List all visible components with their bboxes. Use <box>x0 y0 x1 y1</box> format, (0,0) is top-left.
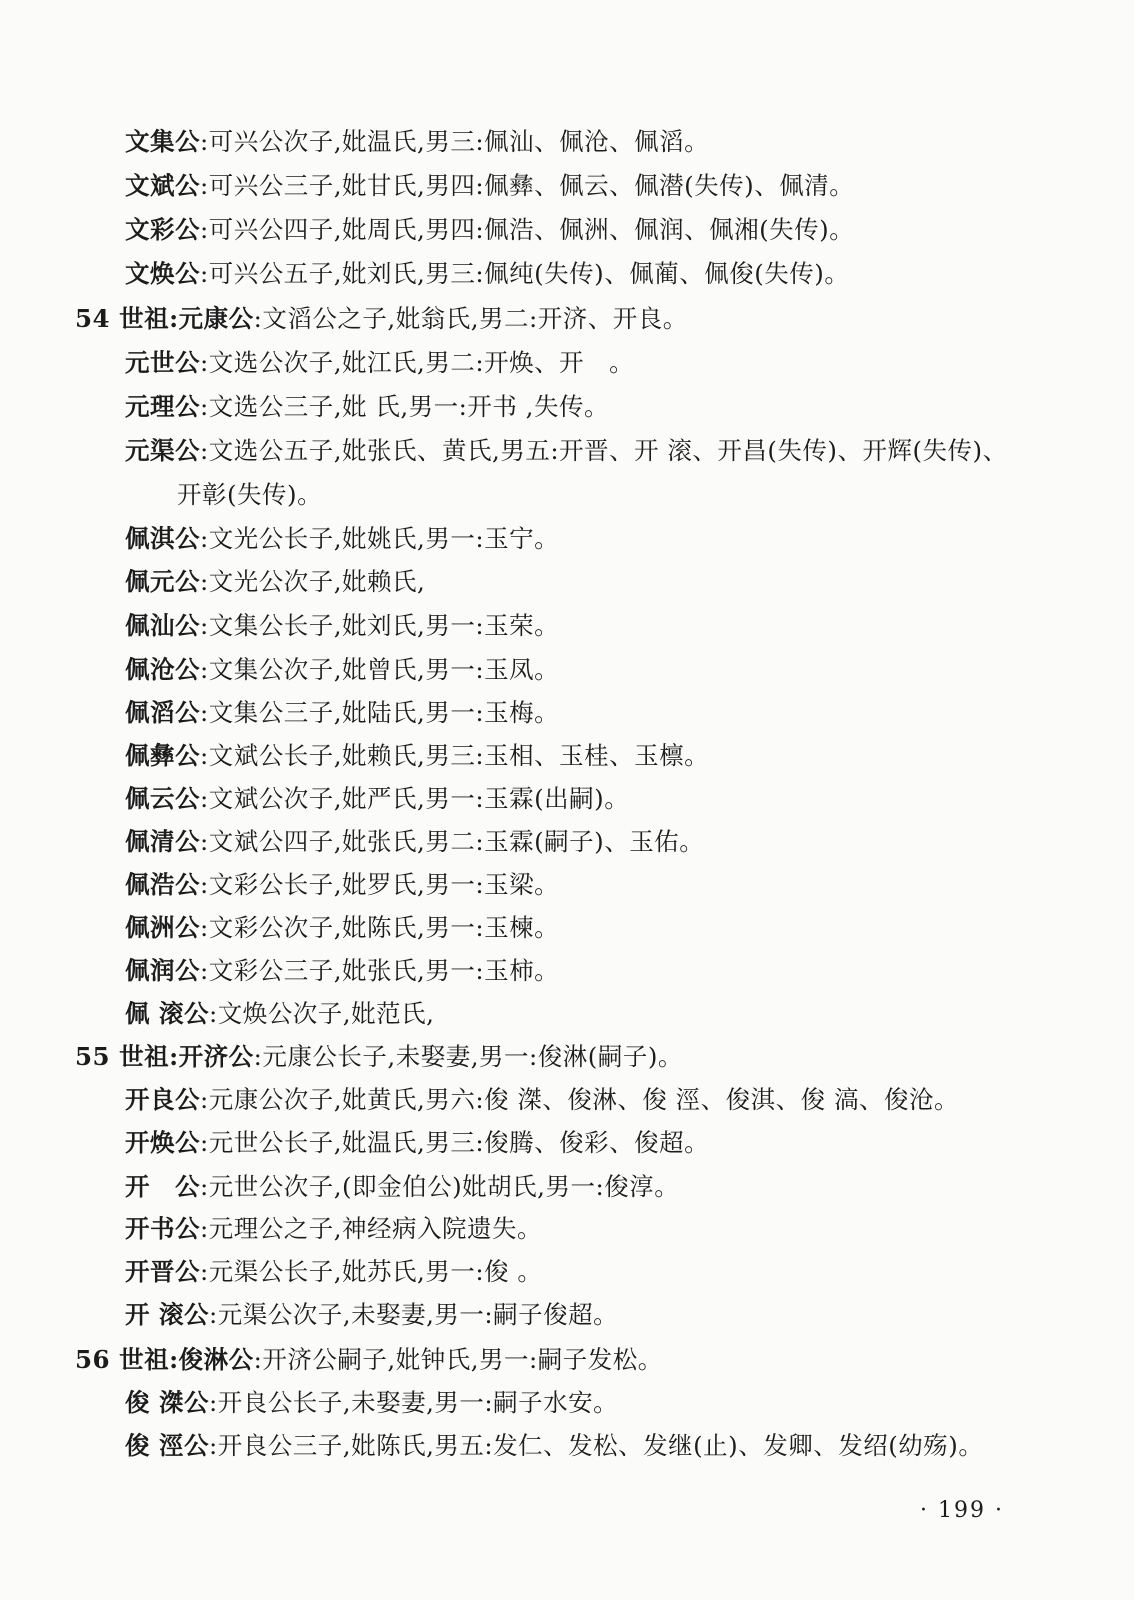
entry-text: :文彩公长子,妣罗氏,男一:玉梁。 <box>200 870 560 899</box>
entry-text: 开彰(失传)。 <box>177 480 323 509</box>
genealogy-entry <box>125 215 854 245</box>
entry-name: 佩沧公 <box>125 655 200 684</box>
entry-text: :元世公次子,(即金伯公)妣胡氏,男一:俊淳。 <box>200 1172 680 1201</box>
entry-name: 开焕公 <box>125 1128 200 1157</box>
entry-name: 佩洲公 <box>125 913 200 942</box>
entry-text: :开济公嗣子,妣钟氏,男一:嗣子发松。 <box>253 1345 663 1374</box>
entry-text: :开良公三子,妣陈氏,男五:发仁、发松、发继(止)、发卿、发绍(幼殇)。 <box>209 1431 984 1460</box>
entry-text: :文选公次子,妣江氏,男二:开焕、开 。 <box>200 348 635 377</box>
genealogy-entry <box>75 1345 663 1375</box>
genealogy-entry <box>125 1431 983 1461</box>
entry-text: :元世公长子,妣温氏,男三:俊腾、俊彩、俊超。 <box>200 1128 710 1157</box>
entry-name: 佩元公 <box>125 567 200 596</box>
genealogy-entry <box>125 827 704 857</box>
entry-text: :元渠公次子,未娶妻,男一:嗣子俊超。 <box>209 1300 619 1329</box>
entry-text: :文光公长子,妣姚氏,男一:玉宁。 <box>200 524 560 553</box>
entry-name: 元渠公 <box>125 436 200 465</box>
entry-text: :文滔公之子,妣翁氏,男二:开济、开良。 <box>253 304 688 333</box>
entry-name: 佩清公 <box>125 827 200 856</box>
entry-name: 元世公 <box>125 348 200 377</box>
entry-text: :文集公三子,妣陆氏,男一:玉梅。 <box>200 698 560 727</box>
entry-text: :元康公次子,妣黄氏,男六:俊 滐、俊淋、俊 涇、俊淇、俊 滈、俊沧。 <box>200 1085 959 1114</box>
genealogy-entry <box>125 171 854 201</box>
genealogy-entry <box>125 999 434 1029</box>
entry-name: 文集公 <box>125 127 200 156</box>
entry-name: 文斌公 <box>125 171 200 200</box>
genealogy-entry <box>125 913 559 943</box>
entry-name: 元理公 <box>125 392 200 421</box>
genealogy-entry <box>125 784 629 814</box>
entry-name: 俊 滐公 <box>125 1388 210 1417</box>
entry-text: :文斌公四子,妣张氏,男二:玉霖(嗣子)、玉佑。 <box>200 827 705 856</box>
genealogy-entry <box>125 1085 959 1115</box>
genealogy-entry <box>125 1214 542 1244</box>
genealogy-entry <box>125 956 559 986</box>
genealogy-entry <box>125 524 559 554</box>
entry-name: 文彩公 <box>125 215 200 244</box>
genealogy-entry <box>125 1172 679 1202</box>
entry-name: 佩淇公 <box>125 524 200 553</box>
entry-text: :可兴公三子,妣甘氏,男四:佩彝、佩云、佩潜(失传)、佩清。 <box>200 171 855 200</box>
entry-name: 佩汕公 <box>125 611 200 640</box>
genealogy-entry <box>125 436 1008 466</box>
entry-text: :文集公长子,妣刘氏,男一:玉荣。 <box>200 611 560 640</box>
entry-text: :文斌公次子,妣严氏,男一:玉霖(出嗣)。 <box>200 784 630 813</box>
genealogy-entry <box>125 1257 542 1287</box>
entry-text: :文选公五子,妣张氏、黄氏,男五:开晋、开 滚、开昌(失传)、开辉(失传)、 <box>200 436 1008 465</box>
entry-text: :文彩公次子,妣陈氏,男一:玉楝。 <box>200 913 560 942</box>
genealogy-entry <box>125 655 559 685</box>
entry-name: 俊 涇公 <box>125 1431 210 1460</box>
genealogy-entry <box>125 567 425 597</box>
entry-text: :文焕公次子,妣范氏, <box>209 999 435 1028</box>
entry-text: :元渠公长子,妣苏氏,男一:俊 。 <box>200 1257 543 1286</box>
entry-text: :文选公三子,妣 氏,男一:开书 ,失传。 <box>200 392 609 421</box>
genealogy-entry <box>125 1128 709 1158</box>
genealogy-entry <box>125 741 709 771</box>
entry-text: :元康公长子,未娶妻,男一:俊淋(嗣子)。 <box>253 1042 683 1071</box>
genealogy-entry <box>125 127 709 157</box>
entry-name: 俊淋公 <box>178 1345 254 1374</box>
genealogy-entry <box>125 392 609 422</box>
entry-text: :文彩公三子,妣张氏,男一:玉柿。 <box>200 956 560 985</box>
entry-name: 佩润公 <box>125 956 200 985</box>
entry-name: 佩滔公 <box>125 698 200 727</box>
entry-text: :文集公次子,妣曾氏,男一:玉凤。 <box>200 655 560 684</box>
generation-label: 56 世祖: <box>75 1345 179 1374</box>
entry-text: :文光公次子,妣赖氏, <box>200 567 426 596</box>
genealogy-entry <box>125 870 559 900</box>
entry-name: 佩 滚公 <box>125 999 210 1028</box>
entry-name: 文焕公 <box>125 259 200 288</box>
entry-text: :可兴公次子,妣温氏,男三:佩汕、佩沧、佩滔。 <box>200 127 710 156</box>
genealogy-entry <box>125 698 559 728</box>
entry-name: 佩彝公 <box>125 741 200 770</box>
entry-name: 开晋公 <box>125 1257 200 1286</box>
entry-text: :开良公长子,未娶妻,男一:嗣子水安。 <box>209 1388 619 1417</box>
genealogy-entry <box>125 1300 618 1330</box>
entry-name: 元康公 <box>178 304 254 333</box>
entry-text: :可兴公五子,妣刘氏,男三:佩纯(失传)、佩蔺、佩俊(失传)。 <box>200 259 850 288</box>
entry-name: 开 滚公 <box>125 1300 210 1329</box>
genealogy-entry <box>125 348 634 378</box>
entry-text: :文斌公长子,妣赖氏,男三:玉相、玉桂、玉檩。 <box>200 741 710 770</box>
genealogy-entry <box>125 259 849 289</box>
entry-name: 开 公 <box>125 1172 200 1201</box>
genealogy-entry <box>75 1042 683 1072</box>
entry-name: 开济公 <box>178 1042 254 1071</box>
entry-name: 开良公 <box>125 1085 200 1114</box>
genealogy-entry <box>125 1388 618 1418</box>
genealogy-entry-continuation <box>177 480 322 510</box>
genealogy-entry <box>75 304 688 334</box>
entry-name: 开书公 <box>125 1214 200 1243</box>
genealogy-entry <box>125 611 559 641</box>
page-number: · 199 · <box>920 1498 1004 1523</box>
entry-text: :可兴公四子,妣周氏,男四:佩浩、佩洲、佩润、佩湘(失传)。 <box>200 215 855 244</box>
generation-label: 54 世祖: <box>75 304 179 333</box>
entry-name: 佩浩公 <box>125 870 200 899</box>
entry-text: :元理公之子,神经病入院遗失。 <box>200 1214 543 1243</box>
generation-label: 55 世祖: <box>75 1042 179 1071</box>
entry-name: 佩云公 <box>125 784 200 813</box>
